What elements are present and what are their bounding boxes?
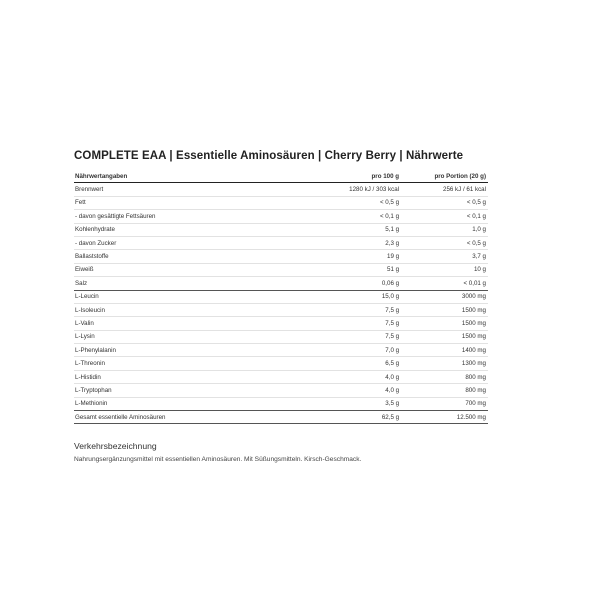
table-row (74, 370, 488, 383)
value-per-portion: 1500 mg (401, 330, 488, 343)
value-per-100g: 2,3 g (314, 236, 401, 249)
table-header-row (74, 170, 488, 183)
value-per-portion: 1400 mg (401, 344, 488, 357)
page-title: COMPLETE EAA | Essentielle Aminosäuren | Cherry Berry | Nährwerte (74, 150, 464, 162)
value-per-portion: < 0,01 g (401, 277, 488, 290)
header-per-100g: pro 100 g (314, 170, 401, 183)
table-row (74, 196, 488, 209)
nutrient-name: L-Lysin (74, 330, 314, 343)
table-row (74, 384, 488, 397)
value-per-100g: 19 g (314, 250, 401, 263)
table-row (74, 210, 488, 223)
table-row (74, 223, 488, 236)
value-per-100g: 7,5 g (314, 330, 401, 343)
nutrient-name: - davon gesättigte Fettsäuren (74, 210, 314, 223)
table-row (74, 344, 488, 357)
value-per-portion: 1,0 g (401, 223, 488, 236)
value-per-portion: 700 mg (401, 397, 488, 410)
value-per-100g: 0,06 g (314, 277, 401, 290)
value-per-100g: 4,0 g (314, 384, 401, 397)
nutrient-name: Fett (74, 196, 314, 209)
value-per-100g: 62,5 g (314, 411, 401, 424)
nutrient-name: L-Leucin (74, 290, 314, 303)
table-row (74, 183, 488, 196)
nutrient-name: L-Phenylalanin (74, 344, 314, 357)
value-per-portion: < 0,5 g (401, 236, 488, 249)
value-per-100g: 6,5 g (314, 357, 401, 370)
value-per-100g: 51 g (314, 263, 401, 276)
table-row (74, 317, 488, 330)
value-per-portion: 12.500 mg (401, 411, 488, 424)
table-row-total (74, 411, 488, 424)
verkehrsbezeichnung-text: Nahrungsergänzungsmittel mit essentiellen Aminosäuren. Mit Süßungsmitteln. Kirsch-Geschmack. (74, 456, 362, 464)
table-row (74, 330, 488, 343)
table-row (74, 397, 488, 410)
table-row (74, 357, 488, 370)
header-per-portion: pro Portion (20 g) (401, 170, 488, 183)
value-per-100g: < 0,5 g (314, 196, 401, 209)
nutrition-table (74, 170, 488, 424)
value-per-100g: 3,5 g (314, 397, 401, 410)
value-per-portion: < 0,5 g (401, 196, 488, 209)
nutrient-name: L-Methionin (74, 397, 314, 410)
nutrient-name: Salz (74, 277, 314, 290)
table-row (74, 277, 488, 290)
value-per-100g: 7,5 g (314, 317, 401, 330)
nutrition-document (74, 146, 488, 463)
nutrient-name: Kohlenhydrate (74, 223, 314, 236)
value-per-portion: 800 mg (401, 370, 488, 383)
nutrient-name: L-Histidin (74, 370, 314, 383)
nutrient-name: L-Valin (74, 317, 314, 330)
nutrient-name: Ballaststoffe (74, 250, 314, 263)
value-per-100g: 15,0 g (314, 290, 401, 303)
table-row (74, 263, 488, 276)
table-row (74, 303, 488, 316)
value-per-portion: 3000 mg (401, 290, 488, 303)
nutrient-name: L-Isoleucin (74, 303, 314, 316)
value-per-portion: 3,7 g (401, 250, 488, 263)
value-per-100g: < 0,1 g (314, 210, 401, 223)
value-per-100g: 5,1 g (314, 223, 401, 236)
value-per-portion: 10 g (401, 263, 488, 276)
nutrient-name: - davon Zucker (74, 236, 314, 249)
nutrient-name: L-Tryptophan (74, 384, 314, 397)
nutrient-name: Eiweiß (74, 263, 314, 276)
value-per-portion: 1500 mg (401, 317, 488, 330)
value-per-100g: 7,0 g (314, 344, 401, 357)
verkehrsbezeichnung-heading: Verkehrsbezeichnung (74, 441, 157, 452)
value-per-portion: 800 mg (401, 384, 488, 397)
value-per-portion: 1300 mg (401, 357, 488, 370)
nutrient-name: Brennwert (74, 183, 314, 196)
value-per-100g: 4,0 g (314, 370, 401, 383)
table-row (74, 250, 488, 263)
value-per-portion: < 0,1 g (401, 210, 488, 223)
nutrient-name: Gesamt essentielle Aminosäuren (74, 411, 314, 424)
value-per-portion: 256 kJ / 61 kcal (401, 183, 488, 196)
nutrient-name: L-Threonin (74, 357, 314, 370)
value-per-100g: 1280 kJ / 303 kcal (314, 183, 401, 196)
table-row (74, 290, 488, 303)
table-row (74, 236, 488, 249)
header-nutrient: Nährwertangaben (74, 170, 314, 183)
value-per-100g: 7,5 g (314, 303, 401, 316)
value-per-portion: 1500 mg (401, 303, 488, 316)
